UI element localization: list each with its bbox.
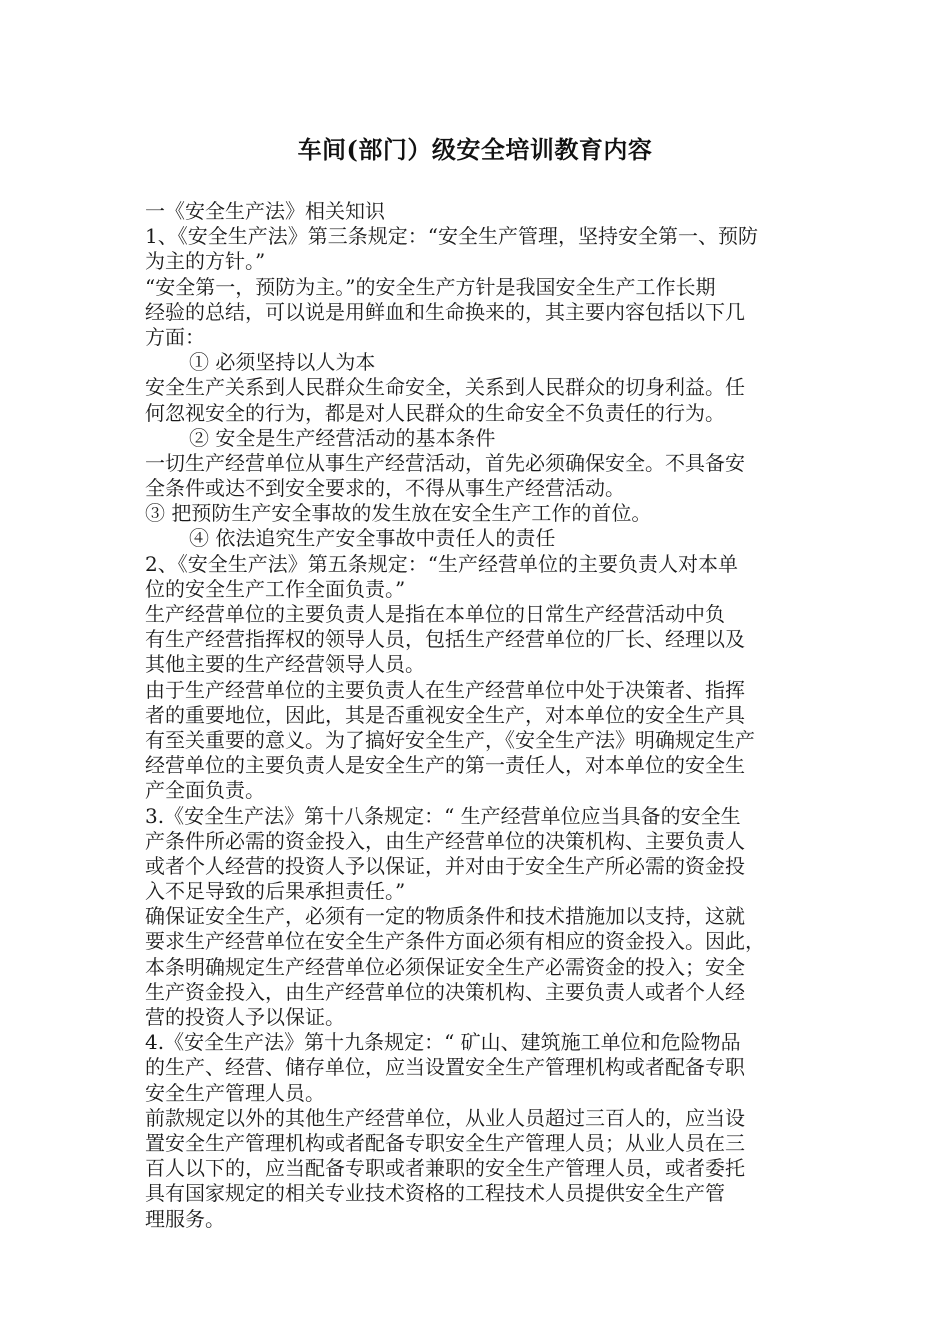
paragraph-line: 生产资金投入，由生产经营单位的决策机构、主要负责人或者个人经 [145,979,745,1004]
list-item: ③ 把预防生产安全事故的发生放在安全生产工作的首位。 [145,501,652,526]
paragraph-line: 要求生产经营单位在安全生产条件方面必须有相应的资金投入。因此， [145,929,765,954]
paragraph-line: 置安全生产管理机构或者配备专职安全生产管理人员；从业人员在三 [145,1130,745,1155]
paragraph-line: 一切生产经营单位从事生产经营活动，首先必须确保安全。不具备安 [145,450,745,475]
paragraph-line: 经营单位的主要负责人是安全生产的第一责任人，对本单位的安全生 [145,753,745,778]
list-item: ① 必须坚持以人为本 [189,350,376,375]
paragraph-line: 2、《安全生产法》第五条规定：“生产经营单位的主要负责人对本单 [145,551,738,576]
paragraph-line: 由于生产经营单位的主要负责人在生产经营单位中处于决策者、指挥 [145,677,745,702]
paragraph-line: 前款规定以外的其他生产经营单位，从业人员超过三百人的，应当设 [145,1105,745,1130]
paragraph-line: 4.《安全生产法》第十九条规定：“ 矿山、建筑施工单位和危险物品 [145,1030,741,1055]
paragraph-line: 位的安全生产工作全面负责。” [145,576,406,601]
document-title: 车间(部门）级安全培训教育内容 [297,135,653,164]
paragraph-line: 或者个人经营的投资人予以保证，并对由于安全生产所必需的资金投 [145,853,745,878]
paragraph-line: 者的重要地位，因此，其是否重视安全生产，对本单位的安全生产具 [145,702,745,727]
paragraph-line: 何忽视安全的行为，都是对人民群众的生命安全不负责任的行为。 [145,400,725,425]
list-item: ④ 依法追究生产安全事故中责任人的责任 [189,526,556,551]
section-heading: 一《安全生产法》相关知识 [145,199,385,223]
paragraph-line: 有生产经营指挥权的领导人员，包括生产经营单位的厂长、经理以及 [145,627,745,652]
paragraph-line: 生产经营单位的主要负责人是指在本单位的日常生产经营活动中负 [145,602,725,626]
paragraph-line: 安全生产管理人员。 [145,1080,325,1105]
paragraph-line: “安全第一，预防为主。”的安全生产方针是我国安全生产工作长期 [145,274,716,299]
paragraph-line: 营的投资人予以保证。 [145,1005,345,1029]
document-body [145,199,825,1232]
paragraph-line: 方面： [145,324,205,349]
paragraph-line: 安全生产关系到人民群众生命安全，关系到人民群众的切身利益。任 [145,375,745,400]
paragraph-line: 理服务。 [145,1206,225,1231]
paragraph-line: 的生产、经营、储存单位，应当设置安全生产管理机构或者配备专职 [145,1055,745,1080]
paragraph-line: 1、《安全生产法》第三条规定：“安全生产管理，坚持安全第一、预防 [145,224,758,249]
paragraph-line: 确保证安全生产，必须有一定的物质条件和技术措施加以支持，这就 [145,904,745,929]
paragraph-line: 经验的总结，可以说是用鲜血和生命换来的，其主要内容包括以下几 [145,299,745,324]
paragraph-line: 产条件所必需的资金投入，由生产经营单位的决策机构、主要负责人 [145,828,745,853]
paragraph-line: 本条明确规定生产经营单位必须保证安全生产必需资金的投入；安全 [145,954,745,979]
paragraph-line: 其他主要的生产经营领导人员。 [145,652,425,677]
paragraph-line: 产全面负责。 [145,778,265,803]
paragraph-line: 百人以下的，应当配备专职或者兼职的安全生产管理人员，或者委托 [145,1156,745,1181]
paragraph-line: 有至关重要的意义。为了搞好安全生产，《安全生产法》明确规定生产 [145,727,755,752]
paragraph-line: 3.《安全生产法》第十八条规定：“ 生产经营单位应当具备的安全生 [145,803,741,828]
list-item: ② 安全是生产经营活动的基本条件 [189,425,496,450]
paragraph-line: 入不足导致的后果承担责任。” [145,879,406,904]
paragraph-line: 全条件或达不到安全要求的，不得从事生产经营活动。 [145,476,625,501]
paragraph-line: 为主的方针。” [145,249,266,274]
paragraph-line: 具有国家规定的相关专业技术资格的工程技术人员提供安全生产管 [145,1181,725,1206]
